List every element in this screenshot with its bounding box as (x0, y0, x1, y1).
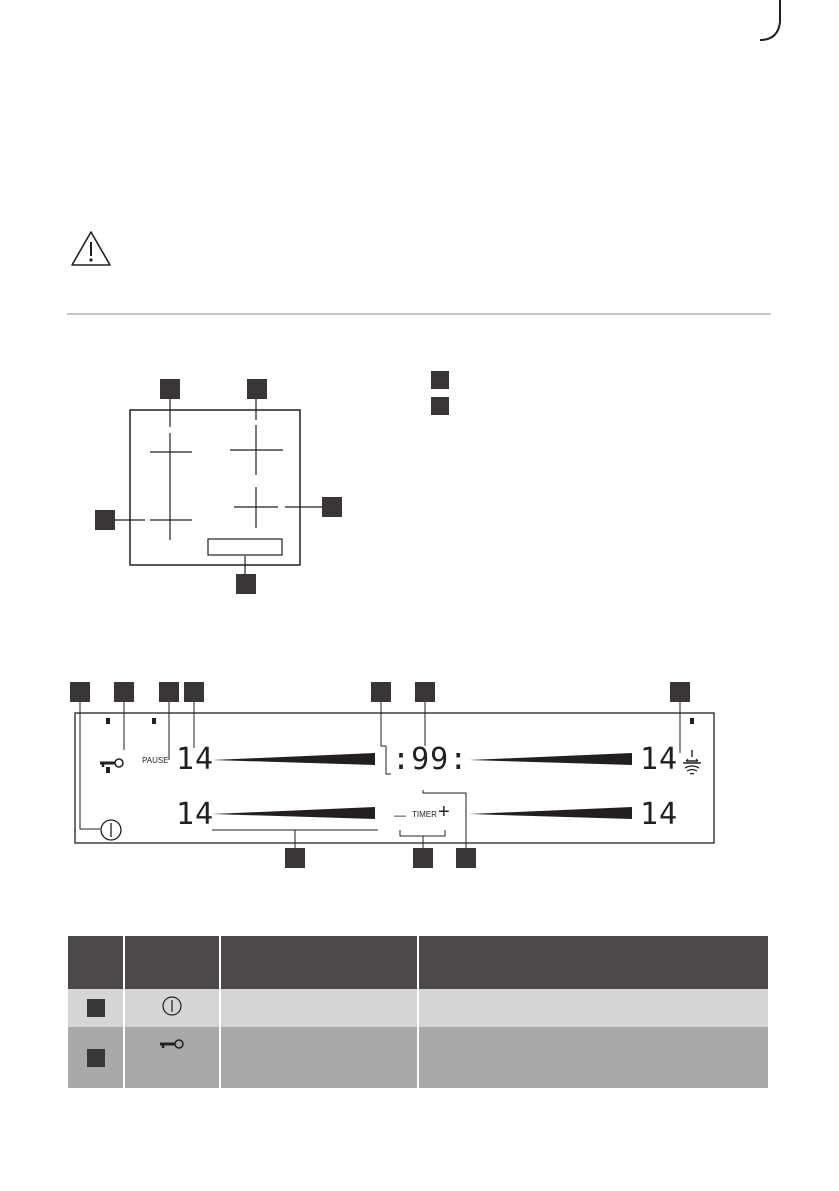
callout-square (456, 848, 476, 868)
legend-square (431, 371, 449, 389)
timer-value: 99 (411, 742, 450, 777)
callout-square (413, 848, 433, 868)
controls-table (68, 936, 770, 1088)
callout-square (371, 682, 391, 702)
callout-square (114, 682, 134, 702)
callout-square (285, 848, 305, 868)
callout-square (159, 682, 179, 702)
callout-square (184, 682, 204, 702)
lock-key-icon (159, 1037, 185, 1055)
indicator-dot (106, 718, 110, 724)
timer-label: TIMER (412, 810, 437, 819)
onoff-icon (161, 995, 183, 1022)
callout-square (236, 574, 256, 594)
onoff-icon[interactable] (99, 818, 123, 842)
callout-square (247, 379, 267, 399)
timer-minus-button[interactable]: — (394, 808, 406, 822)
callout-square (415, 682, 435, 702)
zone-level-bottom-left: 14 (176, 797, 215, 832)
zone-level-bottom-right: 14 (640, 797, 679, 832)
zone-level-top-left: 14 (176, 742, 215, 777)
indicator-dot (690, 718, 694, 724)
indicator-dot (152, 718, 156, 724)
hob-hood-icon[interactable] (680, 749, 704, 777)
callout-square (670, 682, 690, 702)
callout-square (95, 510, 115, 530)
timer-plus-button[interactable]: + (438, 801, 450, 823)
pause-label[interactable]: PAUSE (142, 756, 169, 765)
table-row (68, 989, 769, 1027)
callout-square (322, 497, 342, 517)
callout-square (160, 379, 180, 399)
table-row (68, 1027, 769, 1088)
callout-square (70, 682, 90, 702)
zone-level-top-right: 14 (640, 742, 679, 777)
lock-key-icon[interactable] (99, 756, 125, 768)
timer-display: :99: (392, 742, 469, 777)
legend-square (431, 397, 449, 415)
